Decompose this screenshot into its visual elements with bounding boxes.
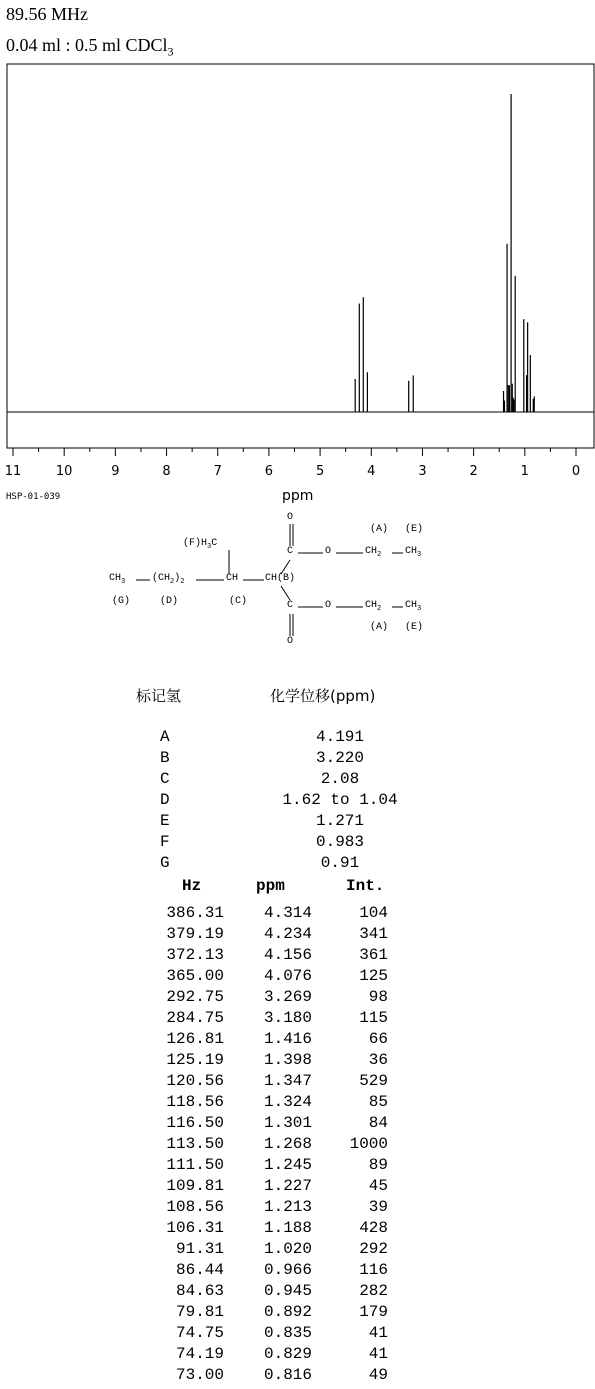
- peak-hz: 86.44: [175, 1261, 224, 1279]
- peak-int: 84: [368, 1114, 388, 1132]
- assignment-label: A: [160, 728, 170, 746]
- peak-hz: 116.50: [166, 1114, 224, 1132]
- peak-hz: 106.31: [166, 1219, 224, 1237]
- peak-ppm: 1.245: [263, 1156, 312, 1174]
- label-ch-c: CH: [226, 573, 239, 584]
- peak-int: 36: [368, 1051, 388, 1069]
- peak-hz: 372.13: [166, 946, 224, 964]
- peak-ppm: 1.213: [263, 1198, 312, 1216]
- label-g: (G): [112, 596, 131, 607]
- assignment-shift: 1.271: [315, 812, 364, 830]
- label-ester-o-bottom: O: [287, 636, 294, 647]
- peak-table-header-ppm: ppm: [256, 877, 285, 895]
- peak-table-header-hz: Hz: [182, 877, 202, 895]
- peak-int: 98: [368, 988, 388, 1006]
- label-ch2-ester-top: $CH_2$: [365, 546, 382, 559]
- molecule-structure: [0, 0, 595, 660]
- label-carbonyl-c-bottom: C: [287, 600, 294, 611]
- peak-ppm: 1.020: [263, 1240, 312, 1258]
- label-e-top: (E): [405, 524, 424, 535]
- assignment-label: E: [160, 812, 170, 830]
- x-tick-label: 11: [4, 464, 22, 479]
- label-a-top: (A): [370, 524, 389, 535]
- label-ch3-ester-bottom: $CH_3$: [405, 600, 422, 613]
- x-tick-label: 8: [162, 464, 171, 479]
- assignment-label: F: [160, 833, 170, 851]
- label-ch3-g: $CH_3$: [109, 573, 126, 586]
- peak-ppm: 0.945: [263, 1282, 312, 1300]
- peak-int: 115: [359, 1009, 388, 1027]
- label-ch3-ester-top: $CH_3$: [405, 546, 422, 559]
- x-tick-label: 2: [469, 464, 478, 479]
- x-tick-label: 10: [55, 464, 73, 479]
- peak-hz: 74.75: [175, 1324, 224, 1342]
- peak-hz: 365.00: [166, 967, 224, 985]
- assignment-shift: 4.191: [315, 728, 364, 746]
- assignment-shift: 2.08: [320, 770, 360, 788]
- x-axis-label: ppm: [282, 488, 314, 504]
- peak-ppm: 1.416: [263, 1030, 312, 1048]
- x-tick-label: 9: [111, 464, 120, 479]
- label-ch2-d: $(CH_2)_2$: [152, 573, 185, 586]
- label-c: (C): [229, 596, 248, 607]
- peak-int: 116: [359, 1261, 388, 1279]
- peak-ppm: 1.324: [263, 1093, 312, 1111]
- assignment-shift-header: 化学位移(ppm): [270, 687, 376, 705]
- label-a-bottom: (A): [370, 622, 389, 633]
- peak-ppm: 1.188: [263, 1219, 312, 1237]
- peak-hz: 84.63: [175, 1282, 224, 1300]
- peak-hz: 125.19: [166, 1051, 224, 1069]
- peak-int: 85: [368, 1093, 388, 1111]
- peak-int: 529: [359, 1072, 388, 1090]
- label-e-bottom: (E): [405, 622, 424, 633]
- peak-hz: 118.56: [166, 1093, 224, 1111]
- sample-description: 0.04 ml : 0.5 ml CDCl$_3$: [6, 35, 174, 59]
- assignment-shift: 0.91: [320, 854, 360, 872]
- peak-ppm: 4.156: [263, 946, 312, 964]
- assignment-label: C: [160, 770, 170, 788]
- peak-ppm: 0.816: [263, 1366, 312, 1384]
- x-tick-label: 7: [213, 464, 222, 479]
- label-d: (D): [160, 596, 179, 607]
- peak-int: 45: [368, 1177, 388, 1195]
- assignment-label: G: [160, 854, 170, 872]
- peak-ppm: 0.835: [263, 1324, 312, 1342]
- peak-ppm: 3.180: [263, 1009, 312, 1027]
- assignment-label: B: [160, 749, 170, 767]
- assignment-label: D: [160, 791, 170, 809]
- label-ch2-ester-bottom: $CH_2$: [365, 600, 382, 613]
- peak-int: 341: [359, 925, 388, 943]
- peak-int: 282: [359, 1282, 388, 1300]
- peak-int: 179: [359, 1303, 388, 1321]
- label-ester-oxygen-bottom: O: [325, 600, 332, 611]
- peak-ppm: 4.314: [263, 904, 312, 922]
- x-tick-label: 1: [520, 464, 529, 479]
- peak-int: 41: [368, 1324, 388, 1342]
- peak-int: 39: [368, 1198, 388, 1216]
- peak-int: 292: [359, 1240, 388, 1258]
- label-carbonyl-c-top: C: [287, 546, 294, 557]
- x-tick-label: 0: [571, 464, 581, 479]
- peak-ppm: 0.966: [263, 1261, 312, 1279]
- peak-int: 361: [359, 946, 388, 964]
- peak-int: 104: [359, 904, 388, 922]
- peak-hz: 111.50: [166, 1156, 224, 1174]
- peak-hz: 73.00: [175, 1366, 224, 1384]
- peak-table-header-int: Int.: [346, 877, 385, 895]
- spectrum-id: HSP-01-039: [6, 492, 61, 502]
- peak-ppm: 1.398: [263, 1051, 312, 1069]
- peak-hz: 284.75: [166, 1009, 224, 1027]
- peak-ppm: 3.269: [263, 988, 312, 1006]
- peak-ppm: 1.227: [263, 1177, 312, 1195]
- peak-ppm: 1.301: [263, 1114, 312, 1132]
- peak-int: 41: [368, 1345, 388, 1363]
- peak-ppm: 1.268: [263, 1135, 312, 1153]
- label-f-h3c: $(F)H_3C$: [183, 538, 218, 551]
- peak-hz: 379.19: [166, 925, 224, 943]
- peak-ppm: 4.234: [263, 925, 312, 943]
- peak-int: 89: [368, 1156, 388, 1174]
- peak-int: 125: [359, 967, 388, 985]
- peak-hz: 292.75: [166, 988, 224, 1006]
- peak-int: 66: [368, 1030, 388, 1048]
- spectrometer-frequency: 89.56 MHz: [6, 4, 88, 24]
- x-tick-label: 6: [264, 464, 274, 479]
- assignment-shift: 1.62 to 1.04: [282, 791, 398, 809]
- peak-hz: 79.81: [175, 1303, 224, 1321]
- peak-int: 1000: [349, 1135, 388, 1153]
- assignment-label-header: 标记氢: [136, 687, 182, 705]
- peak-hz: 120.56: [166, 1072, 224, 1090]
- peak-ppm: 0.892: [263, 1303, 312, 1321]
- label-ch-b: CH(B): [265, 573, 296, 584]
- peak-int: 49: [368, 1366, 388, 1384]
- structure-bonds: [0, 0, 595, 660]
- peak-hz: 109.81: [166, 1177, 224, 1195]
- x-tick-label: 5: [315, 464, 325, 479]
- peak-int: 428: [359, 1219, 388, 1237]
- peak-hz: 74.19: [175, 1345, 224, 1363]
- peak-ppm: 1.347: [263, 1072, 312, 1090]
- label-ester-oxygen-top: O: [325, 546, 332, 557]
- peak-hz: 91.31: [175, 1240, 224, 1258]
- peak-ppm: 4.076: [263, 967, 312, 985]
- peak-ppm: 0.829: [263, 1345, 312, 1363]
- peak-hz: 113.50: [166, 1135, 224, 1153]
- peak-hz: 126.81: [166, 1030, 224, 1048]
- assignment-shift: 0.983: [315, 833, 364, 851]
- peak-hz: 108.56: [166, 1198, 224, 1216]
- x-tick-label: 4: [367, 464, 376, 479]
- peak-hz: 386.31: [166, 904, 224, 922]
- assignment-shift: 3.220: [315, 749, 364, 767]
- x-tick-label: 3: [418, 464, 427, 479]
- label-ester-o-top: O: [287, 512, 294, 523]
